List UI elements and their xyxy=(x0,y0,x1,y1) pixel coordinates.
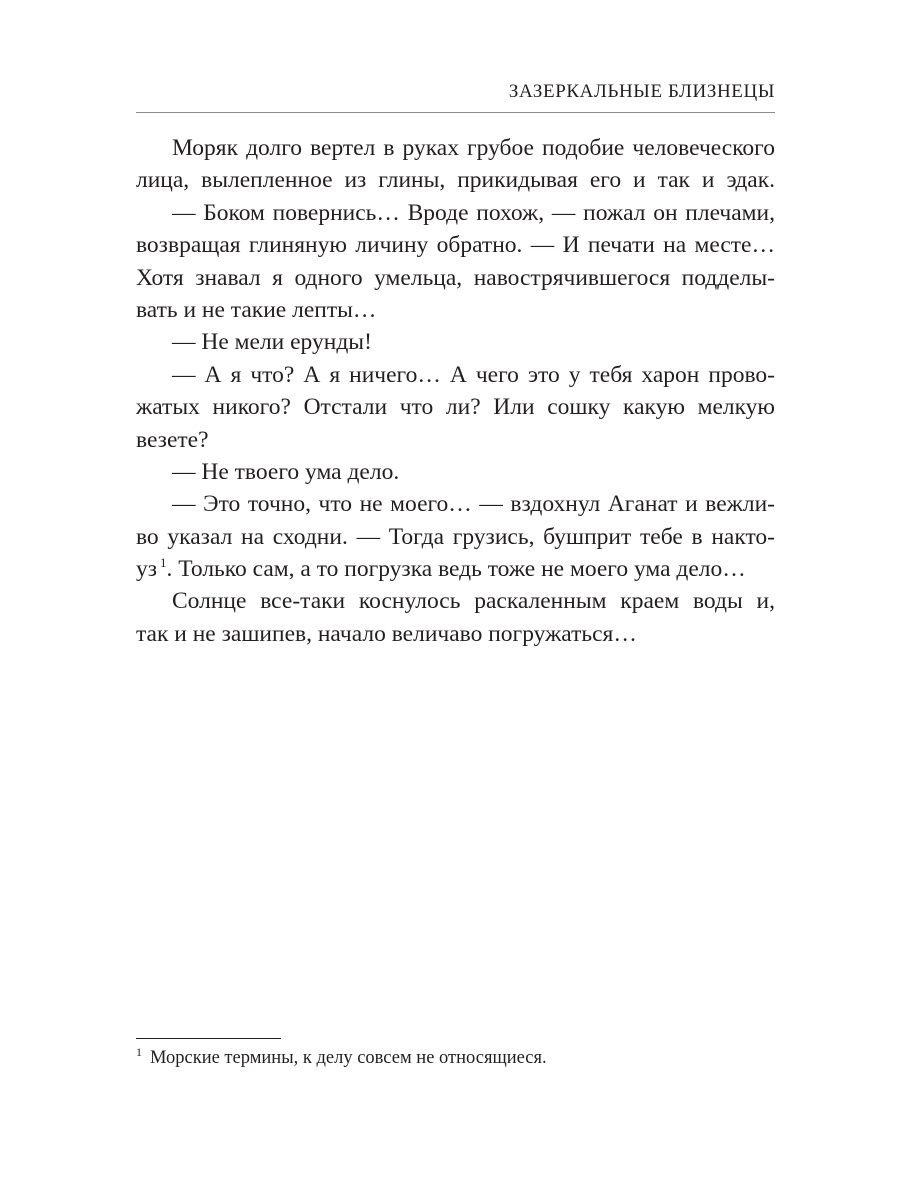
text-fragment: . Только сам, а то погрузка ведь тоже не моего ума дело… xyxy=(166,556,746,583)
running-head: ЗАЗЕРКАЛЬНЫЕ БЛИЗНЕЦЫ xyxy=(508,81,775,102)
text-line: — Не твоего ума дело. xyxy=(172,458,400,485)
text-line: жатых никого? Отстали что ли? Или сошку какую мелкую xyxy=(136,394,775,421)
text-line: — Не мели ерунды! xyxy=(172,329,372,356)
text-line: Хотя знавал я одного умельца, навострячившегося подделы- xyxy=(136,264,775,291)
text-line: так и не зашипев, начало величаво погружаться… xyxy=(136,620,637,647)
text-line: во указал на сходни. — Тогда грузись, бушприт тебе в накто- xyxy=(136,523,775,550)
text-line: лица, вылепленное из глины, прикидывая его и так и эдак. xyxy=(136,167,775,194)
footnote-text: Морские термины, к делу совсем не относящиеся. xyxy=(150,1048,547,1068)
footnote-rule xyxy=(136,1038,281,1039)
header-rule xyxy=(136,112,775,113)
text-line-with-footnote xyxy=(136,553,775,585)
text-line: вать и не такие лепты… xyxy=(136,296,377,323)
text-line: — Это точно, что не моего… — вздохнул Аганат и вежли- xyxy=(172,491,775,518)
text-line: — А я что? А я ничего… А чего это у тебя харон прово- xyxy=(172,361,775,388)
text-line: возвращая глиняную личину обратно. — И печати на месте… xyxy=(136,232,775,259)
body-text xyxy=(136,132,775,650)
text-fragment: уз xyxy=(136,556,158,583)
text-line: — Боком повернись… Вроде похож, — пожал он плечами, xyxy=(172,199,775,226)
text-line: Моряк долго вертел в руках грубое подобие человеческого xyxy=(172,135,775,161)
text-line: везете? xyxy=(136,426,209,453)
text-line: Солнце все-таки коснулось раскаленным краем воды и, xyxy=(172,588,775,615)
footnote-reference[interactable]: 1 xyxy=(160,555,167,571)
footnote: 1 Морские термины, к делу совсем не относящиеся. xyxy=(136,1045,547,1068)
